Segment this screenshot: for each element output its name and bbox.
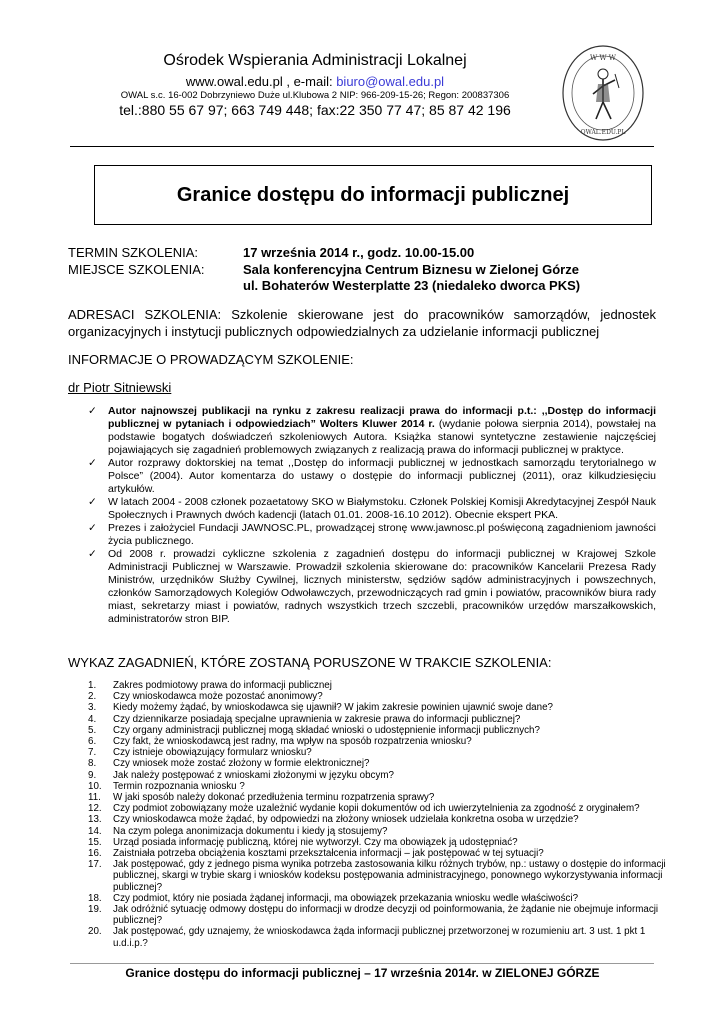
list-item: 14. Na czym polega anonimizacja dokumentu i kiedy ją stosujemy? [88, 825, 388, 837]
bullet-text: Prezes i założyciel Fundacji JAWNOSC.PL, prowadzącej stronę www.jawnosc.pl poświęconą zagadnieniom jawności życia publicznego. [108, 522, 656, 547]
list-item: 4. Czy dziennikarze posiadają specjalne uprawnienia w zakresie prawa do informacji publicznej? [88, 713, 521, 725]
list-item: 17. Jak postępować, gdy z jednego pisma wynika potrzeba zastosowania kilku różnych trybów, np.: ustawy o dostępie do informacji publicznej, skargi w trybie skarg i wniosków kodeksu postępowania administracyjnego, ponownego wykorzystywania informacji publicznej? [88, 859, 666, 893]
document-title: Granice dostępu do informacji publicznej [176, 183, 570, 206]
list-item: 3. Kiedy możemy żądać, by wnioskodawca się ujawnił? W jakim zakresie powinien ujawnić swoje dane? [88, 702, 553, 714]
title-box [94, 165, 652, 225]
bullet-text: Od 2008 r. prowadzi cykliczne szkolenia z zagadnień dostępu do informacji publicznej w Krajowej Szkole Administracji Publicznej w Warszawie. Prowadził szkolenia skierowane do: pracowników Kancelarii Prezesa Rady Ministrów, urzędników Służby Cywilnej, licznych ministerstw, sędziów sądów administracyjnych i powszechnych, członków Samorządowych Kolegiów Odwoławczych, przewodniczących rad gmin i powiatów, pracowników biura rady miast, sekretarzy miast i powiatów, radnych wszystkich trzech szczebli, pracowników urzędów marszałkowskich, administratorów stron BIP. [108, 548, 656, 625]
checkmark-icon: ✓ [88, 457, 97, 469]
logo-top-text: W W W [589, 54, 617, 62]
owal-logo-icon [561, 44, 645, 142]
list-item [88, 405, 656, 457]
logo-bottom-text: OWAL.EDU.PL [580, 129, 626, 136]
list-item: 2. Czy wnioskodawca może pozostać anonimowy? [88, 691, 323, 703]
organization-name: Ośrodek Wspierania Administracji Lokalnej [163, 52, 467, 69]
wykaz-heading: WYKAZ ZAGADNIEŃ, KTÓRE ZOSTANĄ PORUSZONE W TRAKCIE SZKOLENIA: [68, 655, 552, 670]
list-item: 20. Jak postępować, gdy uznajemy, że wnioskodawca żąda informacji publicznej przetworzonej w rozumieniu art. 3 ust. 1 pkt 1 u.d.i.p.? [88, 926, 646, 949]
list-item: 8. Czy wniosek może zostać złożony w formie elektronicznej? [88, 758, 370, 770]
termin-value: 17 września 2014 r., godz. 10.00-15.00 [243, 245, 475, 260]
list-item: 6. Czy fakt, że wnioskodawcą jest radny, ma wpływ na sposób rozpatrzenia wniosku? [88, 736, 472, 748]
bullet-bold: Autor najnowszej publikacji na rynku z zakresu realizacji prawa do informacji p.t.: ,,Dostęp do informacji publicznej w pytaniach i odpowiedziach” Wolters Kluwer 2014 r. [108, 405, 656, 430]
header-divider [70, 146, 654, 147]
list-item: 12. Czy podmiot zobowiązany może uzależnić wydanie kopii dokumentów od ich uwierzytelnienia za zgodność z oryginałem? [88, 803, 640, 815]
topics-list [88, 680, 668, 949]
prowadzacy-heading: INFORMACJE O PROWADZĄCYM SZKOLENIE: [68, 352, 354, 367]
miejsce-label: MIEJSCE SZKOLENIA: [68, 262, 205, 277]
company-details: OWAL s.c. 16-002 Dobrzyniewo Duże ul.Klubowa 2 NIP: 966-209-15-26; Regon: 200837306 [120, 90, 510, 101]
list-item: 11. W jaki sposób należy dokonać przedłużenia terminu rozpatrzenia sprawy? [88, 792, 435, 804]
list-item [88, 522, 656, 548]
bullet-text: W latach 2004 - 2008 członek pozaetatowy SKO w Białymstoku. Członek Polskiej Komisji Akredytacyjnej Zespół Nauk Społecznych i Prawnych dwóch kadencji (latach 01.01. 2008-16.10 2012). Obecnie ekspert PKA. [108, 496, 656, 521]
adresaci-paragraph: ADRESACI SZKOLENIA: Szkolenie skierowane jest do pracowników samorządów, jednostek organizacyjnych i instytucji publicznych odpowiedzialnych za udzielanie informacji publicznej [68, 307, 656, 339]
prowadzacy-name: dr Piotr Sitniewski [68, 380, 172, 395]
list-item: 5. Czy organy administracji publicznej mogą składać wnioski o udostępnienie informacji publicznych? [88, 724, 540, 736]
contact-line [0, 74, 630, 89]
list-item: 7. Czy istnieje obowiązujący formularz wniosku? [88, 747, 312, 759]
checkmark-icon: ✓ [88, 496, 97, 508]
trainer-bullets [88, 405, 656, 626]
miejsce-value-2: ul. Bohaterów Westerplatte 23 (niedaleko dworca PKS) [243, 278, 581, 293]
checkmark-icon: ✓ [88, 405, 97, 417]
list-item: 18. Czy podmiot, który nie posiada żądanej informacji, ma obowiązek przekazania wniosku wedle właściwości? [88, 892, 579, 904]
email-prefix: , e-mail: [282, 74, 337, 89]
list-item [88, 496, 656, 522]
list-item: 13. Czy wnioskodawca może żądać, by odpowiedzi na złożony wniosek udzielała konkretna osoba w urzędzie? [88, 814, 579, 826]
list-item: 9. Jak należy postępować z wnioskami złożonymi w języku obcym? [88, 769, 394, 781]
phone-line: tel.:880 55 67 97; 663 749 448; fax:22 350 77 47; 85 87 42 196 [119, 102, 511, 118]
email-link[interactable]: biuro@owal.edu.pl [336, 74, 445, 89]
bullet-text: (wydanie połowa sierpnia 2014), powstałej na podstawie bogatych doświadczeń szkoleniowych Autora. Książka stanowi syntetyczne zestawienie najczęściej pojawiających się zagadnień problemowych związanych z realizacją prawa do informacji publicznej w praktyce. [108, 418, 656, 456]
list-item [88, 548, 656, 626]
list-item: 16. Zaistniała potrzeba obciążenia kosztami przekształcenia informacji – jak postępować w tej sytuacji? [88, 848, 544, 860]
list-item [88, 457, 656, 496]
website-link[interactable]: www.owal.edu.pl [185, 74, 283, 89]
bullet-text: Autor rozprawy doktorskiej na temat ,,Dostęp do informacji publicznej w jednostkach samorządu terytorialnego w Polsce” (2004). Autor komentarza do ustawy o dostępie do informacji publicznej (2011), oraz kilkudziesięciu artykułów. [108, 457, 656, 495]
list-item: 10. Termin rozpoznania wniosku ? [88, 780, 245, 792]
list-item: 19. Jak odróżnić sytuację odmowy dostępu do informacji w drodze decyzji od poinformowania, że żądanie nie obejmuje informacji publicznej? [88, 904, 659, 927]
termin-label: TERMIN SZKOLENIA: [68, 245, 199, 260]
list-item: 15. Urząd posiada informację publiczną, której nie wytworzył. Czy ma obowiązek ją udostępniać? [88, 836, 518, 848]
footer-text: Granice dostępu do informacji publicznej – 17 września 2014r. w ZIELONEJ GÓRZE [125, 966, 600, 980]
checkmark-icon: ✓ [88, 522, 97, 534]
list-item: 1. Zakres podmiotowy prawa do informacji publicznej [88, 680, 332, 691]
miejsce-value-1: Sala konferencyjna Centrum Biznesu w Zielonej Górze [243, 262, 579, 277]
checkmark-icon: ✓ [88, 548, 97, 560]
footer-divider [70, 963, 654, 964]
